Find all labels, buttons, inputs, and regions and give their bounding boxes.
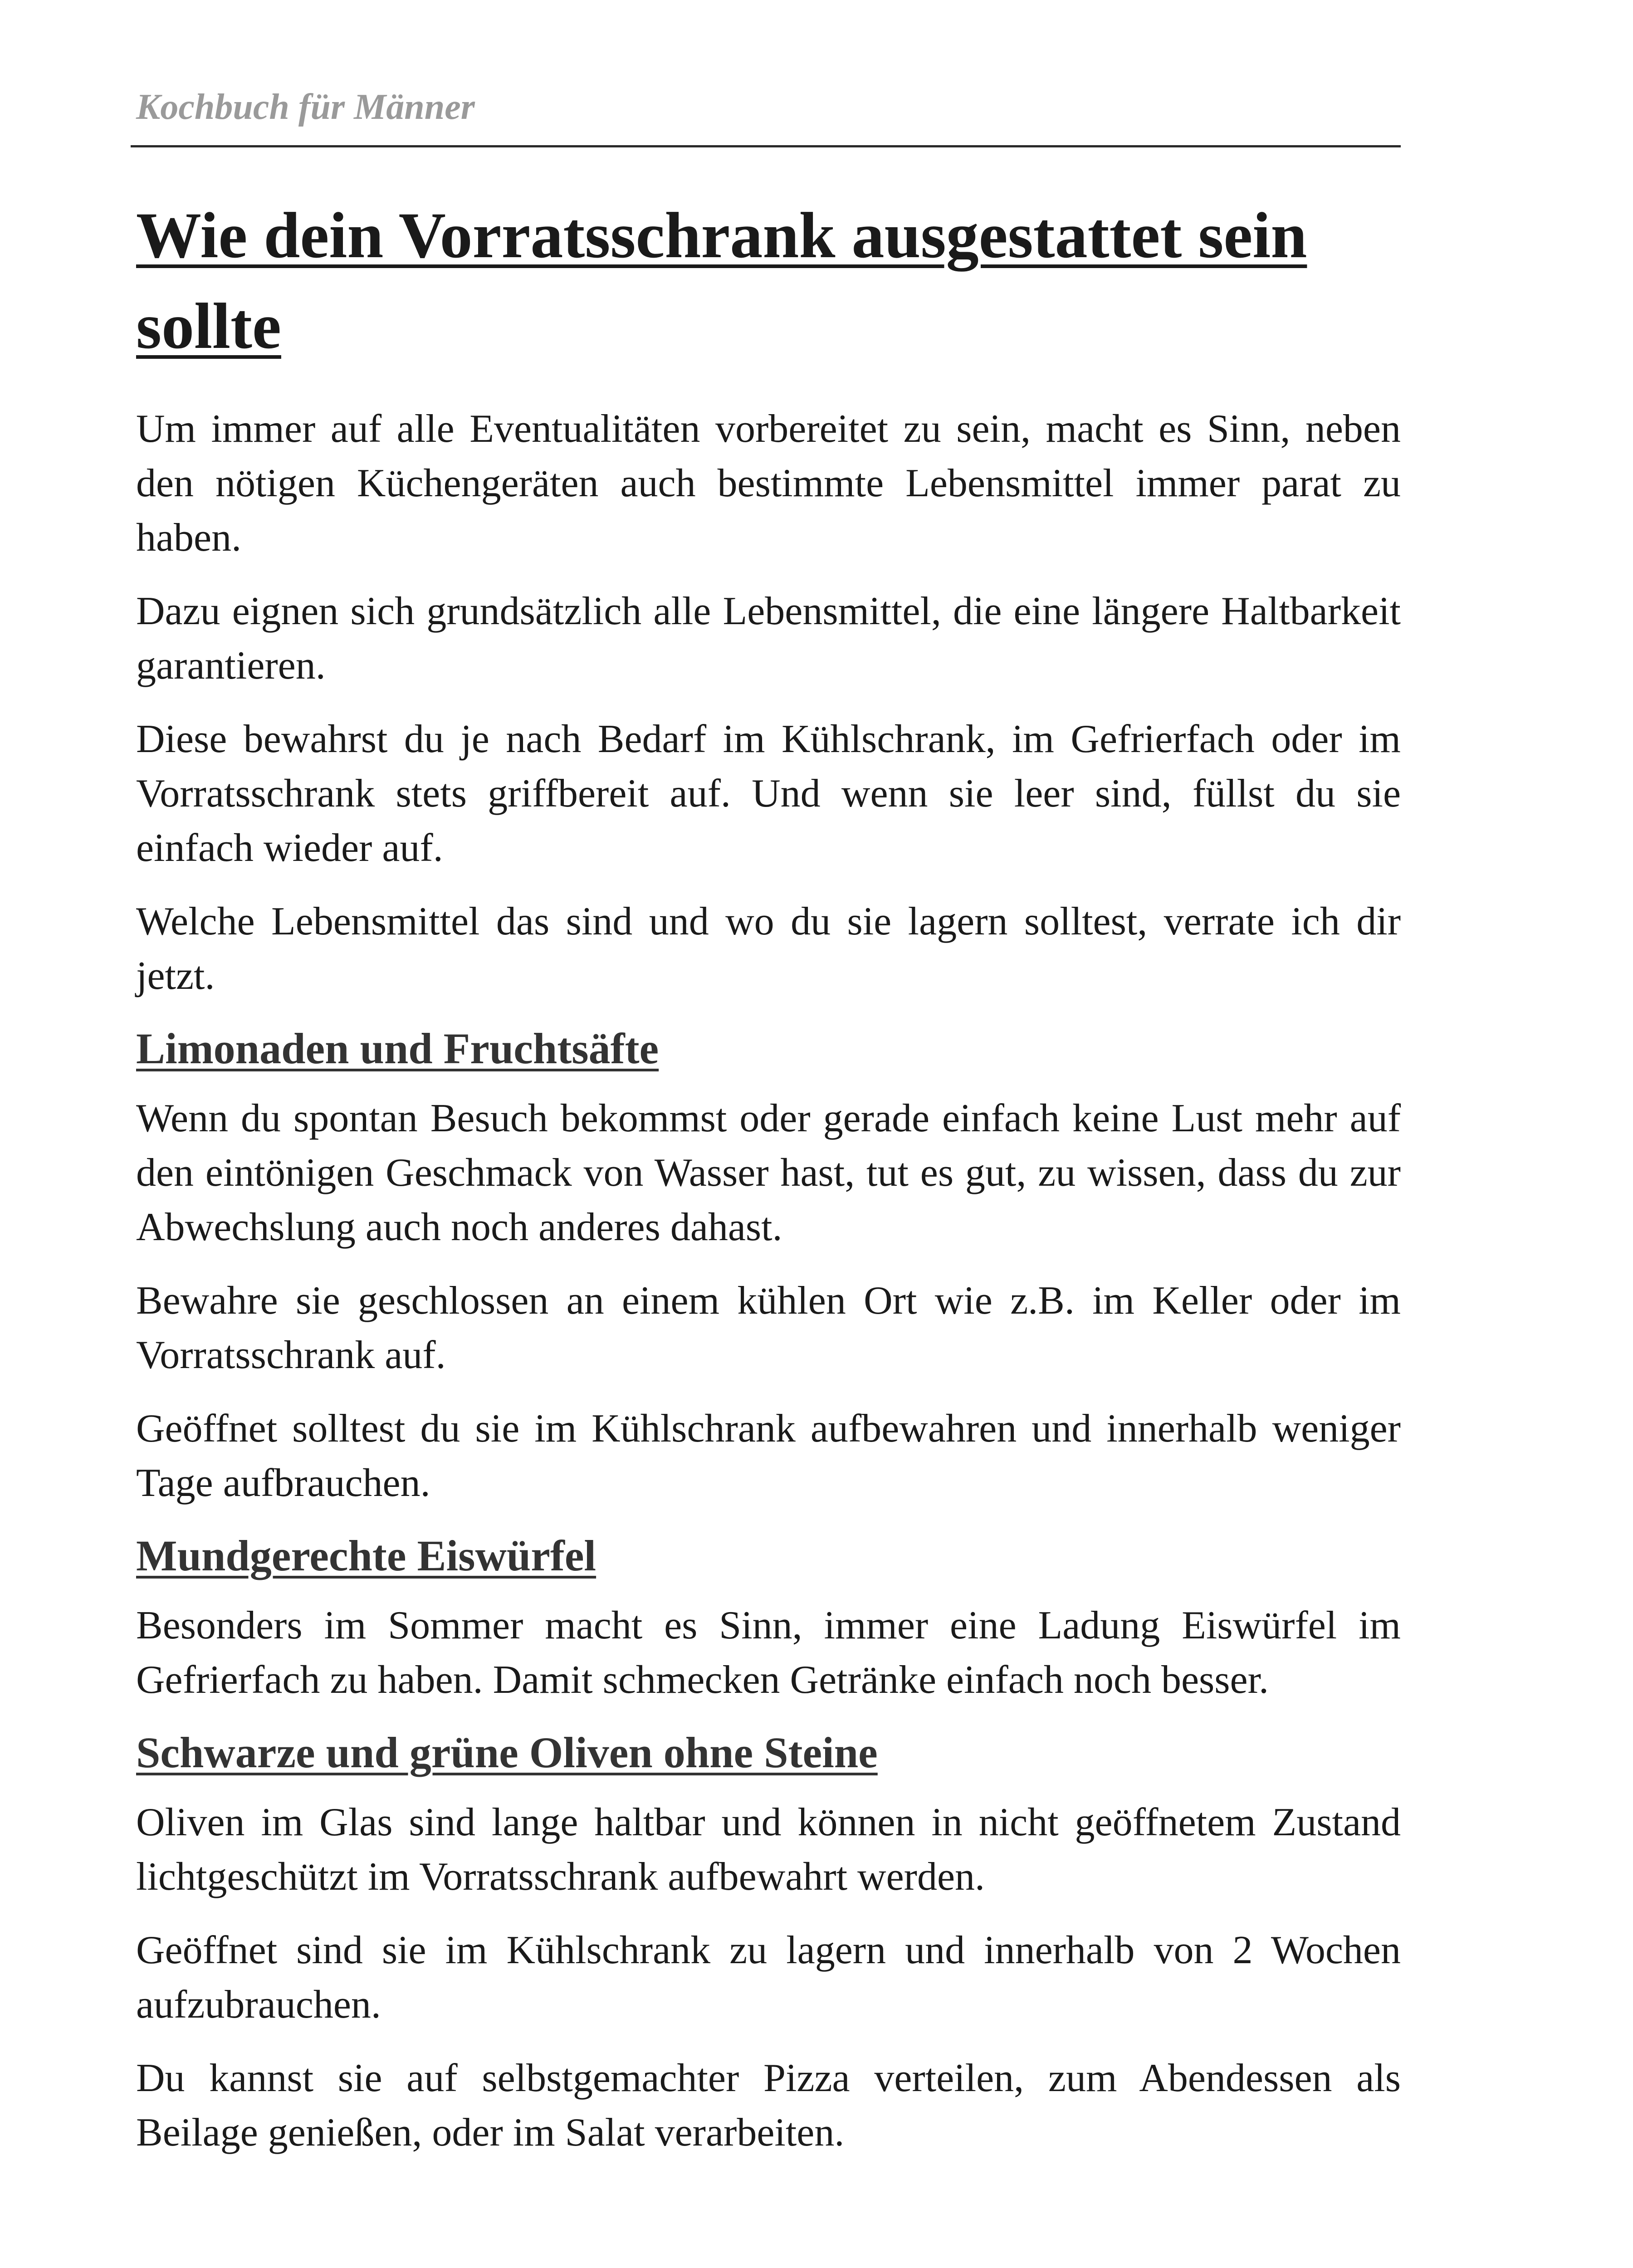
section-paragraph: Oliven im Glas sind lange haltbar und können in nicht geöffnetem Zustand lichtgeschützt im Vorratsschrank aufbewahrt werden. [136, 1800, 1401, 1899]
section-paragraph: Du kannst sie auf selbstgemachter Pizza verteilen, zum Abendessen als Beilage genießen, oder im Salat verarbeiten. [136, 2056, 1401, 2155]
section-paragraph: Besonders im Sommer macht es Sinn, immer eine Ladung Eiswürfel im Gefrierfach zu haben. Damit schmecken Getränke einfach noch besser. [136, 1603, 1401, 1702]
section-title-eiswuerfel: Mundgerechte Eiswürfel [136, 1531, 596, 1580]
section-paragraph: Geöffnet sind sie im Kühlschrank zu lagern und innerhalb von 2 Wochen aufzubrauchen. [136, 1928, 1401, 2027]
page-content [136, 191, 1401, 2179]
running-header: Kochbuch für Männer [136, 87, 475, 127]
section-paragraph: Bewahre sie geschlossen an einem kühlen Ort wie z.B. im Keller oder im Vorratsschrank auf. [136, 1279, 1401, 1377]
section-title-oliven: Schwarze und grüne Oliven ohne Steine [136, 1728, 878, 1777]
chapter-title: Wie dein Vorratsschrank ausgestattet sein sollte [136, 200, 1307, 362]
header-divider [131, 145, 1401, 147]
section-paragraph: Geöffnet solltest du sie im Kühlschrank aufbewahren und innerhalb weniger Tage aufbrauchen. [136, 1407, 1401, 1505]
intro-paragraph: Welche Lebensmittel das sind und wo du sie lagern solltest, verrate ich dir jetzt. [136, 899, 1401, 998]
intro-paragraph: Diese bewahrst du je nach Bedarf im Kühlschrank, im Gefrierfach oder im Vorratsschrank stets griffbereit auf. Und wenn sie leer sind, füllst du sie einfach wieder auf. [136, 717, 1401, 870]
intro-paragraph: Dazu eignen sich grundsätzlich alle Lebensmittel, die eine längere Haltbarkeit garantieren. [136, 589, 1401, 688]
section-paragraph: Wenn du spontan Besuch bekommst oder gerade einfach keine Lust mehr auf den eintönigen Geschmack von Wasser hast, tut es gut, zu wissen, dass du zur Abwechslung auch noch anderes dahast. [136, 1096, 1401, 1249]
intro-paragraph: Um immer auf alle Eventualitäten vorbereitet zu sein, macht es Sinn, neben den nötigen Küchengeräten auch bestimmte Lebensmittel immer parat zu haben. [136, 407, 1401, 560]
section-title-limonaden: Limonaden und Fruchtsäfte [136, 1024, 659, 1073]
